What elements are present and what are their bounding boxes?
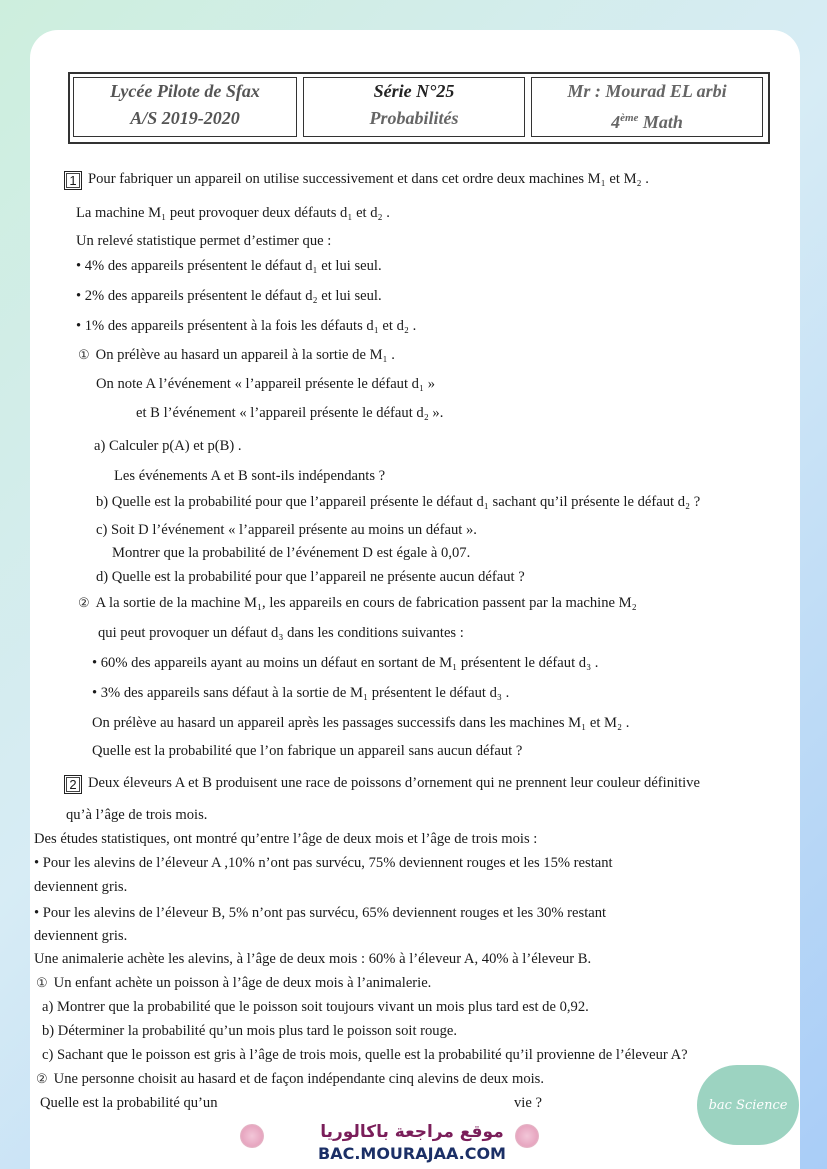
ex2-line: • Pour les alevins de l’éleveur A ,10% n’ont pas survécu, 75% deviennent rouges et les 15% restant xyxy=(34,855,613,871)
teacher-name: Mr : Mourad EL arbi xyxy=(567,81,727,101)
site-logo-icon xyxy=(515,1124,539,1148)
ex2-question-1: ① Un enfant achète un poisson à l’âge de deux mois à l’animalerie. xyxy=(36,975,432,991)
ex2-question-b: b) Déterminer la probabilité qu’un mois plus tard le poisson soit rouge. xyxy=(42,1023,458,1039)
ex1-line: La machine M₁ peut provoquer deux défauts d₁ et d₂ . xyxy=(76,205,390,221)
question-1-marker-icon: ① xyxy=(36,975,48,990)
exercise-2-intro: 2 Deux éleveurs A et B produisent une race de poissons d’ornement qui ne prennent leur couleur définitive xyxy=(64,774,700,794)
ex1-line: On note A l’événement « l’appareil présente le défaut d₁ » xyxy=(96,376,435,392)
ex1-line: Un relevé statistique permet d’estimer que : xyxy=(76,233,332,249)
ex1-line: • 1% des appareils présentent à la fois les défauts d₁ et d₂ . xyxy=(76,318,417,334)
ex2-question-c: c) Sachant que le poisson est gris à l’âge de trois mois, quelle est la probabilité qu’il provienne de l’éleveur A? xyxy=(42,1047,688,1063)
ex1-line: Quelle est la probabilité que l’on fabrique un appareil sans aucun défaut ? xyxy=(92,743,523,759)
bac-science-badge: bac Science xyxy=(697,1065,799,1145)
series-number: Série N°25 xyxy=(373,81,455,101)
exercise-1-intro: 1 Pour fabriquer un appareil on utilise successivement et dans cet ordre deux machines M₁ et M₂ . xyxy=(64,170,649,190)
ex1-question-b: b) Quelle est la probabilité pour que l’appareil présente le défaut d₁ sachant qu’il présente le défaut d₂ ? xyxy=(96,494,701,510)
document-page xyxy=(30,30,800,1169)
ex1-question-1: ① On prélève au hasard un appareil à la sortie de M₁ . xyxy=(78,347,395,363)
ex1-line: Montrer que la probabilité de l’événement D est égale à 0,07. xyxy=(112,545,471,561)
question-2-marker-icon: ② xyxy=(78,595,90,610)
ex1-line: • 4% des appareils présentent le défaut d₁ et lui seul. xyxy=(76,258,382,274)
ex2-question-2: ② Une personne choisit au hasard et de façon indépendante cinq alevins de deux mois. xyxy=(36,1071,545,1087)
ex2-line: • Pour les alevins de l’éleveur B, 5% n’ont pas survécu, 65% deviennent rouges et les 30% restant xyxy=(34,905,607,921)
ex1-question-a: a) Calculer p(A) et p(B) . xyxy=(94,438,242,454)
exercise-2-number: 2 xyxy=(64,775,82,794)
ex2-question-a: a) Montrer que la probabilité que le poisson soit toujours vivant un mois plus tard est de 0,92. xyxy=(42,999,589,1015)
ex1-question-d: d) Quelle est la probabilité pour que l’appareil ne présente aucun défaut ? xyxy=(96,569,525,585)
exercise-1-number: 1 xyxy=(64,171,82,190)
header-series-cell xyxy=(303,77,525,137)
school-name: Lycée Pilote de Sfax xyxy=(110,81,260,101)
ex2-line: Une animalerie achète les alevins, à l’âge de deux mois : 60% à l’éleveur A, 40% à l’éleveur B. xyxy=(34,951,592,967)
class-level: 4ème Math xyxy=(611,112,683,132)
ex2-line: Des études statistiques, ont montré qu’entre l’âge de deux mois et l’âge de trois mois : xyxy=(34,831,538,847)
header-table xyxy=(68,72,770,144)
footer-watermark xyxy=(30,1118,800,1169)
ex1-line: qui peut provoquer un défaut d₃ dans les conditions suivantes : xyxy=(98,625,464,641)
ex1-line: et B l’événement « l’appareil présente le défaut d₂ ». xyxy=(136,405,444,421)
school-year: A/S 2019-2020 xyxy=(130,108,240,128)
ex1-line: On prélève au hasard un appareil après les passages successifs dans les machines M₁ et M₂ . xyxy=(92,715,630,731)
question-2-marker-icon: ② xyxy=(36,1071,48,1086)
ex2-line-end: vie ? xyxy=(514,1095,542,1111)
footer-site-link[interactable]: BAC.MOURAJAA.COM xyxy=(318,1144,506,1163)
header-school-cell xyxy=(73,77,297,137)
question-1-marker-icon: ① xyxy=(78,347,90,362)
ex1-question-2: ② A la sortie de la machine M₁, les appareils en cours de fabrication passent par la machine M₂ xyxy=(78,595,637,611)
ex2-line-start: Quelle est la probabilité qu’un xyxy=(40,1095,218,1111)
ex1-line: • 2% des appareils présentent le défaut d₂ et lui seul. xyxy=(76,288,382,304)
ex2-line: deviennent gris. xyxy=(34,879,128,895)
footer-arabic-text: موقع مراجعة باكالوريا xyxy=(320,1122,504,1142)
ex2-line: deviennent gris. xyxy=(34,928,128,944)
header-teacher-cell xyxy=(531,77,763,137)
ex1-line: • 3% des appareils sans défaut à la sortie de M₁ présentent le défaut d₃ . xyxy=(92,685,510,701)
ex1-question-c: c) Soit D l’événement « l’appareil présente au moins un défaut ». xyxy=(96,522,477,538)
series-topic: Probabilités xyxy=(369,108,459,128)
ex1-line: • 60% des appareils ayant au moins un défaut en sortant de M₁ présentent le défaut d₃ . xyxy=(92,655,599,671)
site-logo-icon xyxy=(240,1124,264,1148)
ex1-line: Les événements A et B sont-ils indépendants ? xyxy=(114,468,386,484)
ex2-line: qu’à l’âge de trois mois. xyxy=(66,807,208,823)
